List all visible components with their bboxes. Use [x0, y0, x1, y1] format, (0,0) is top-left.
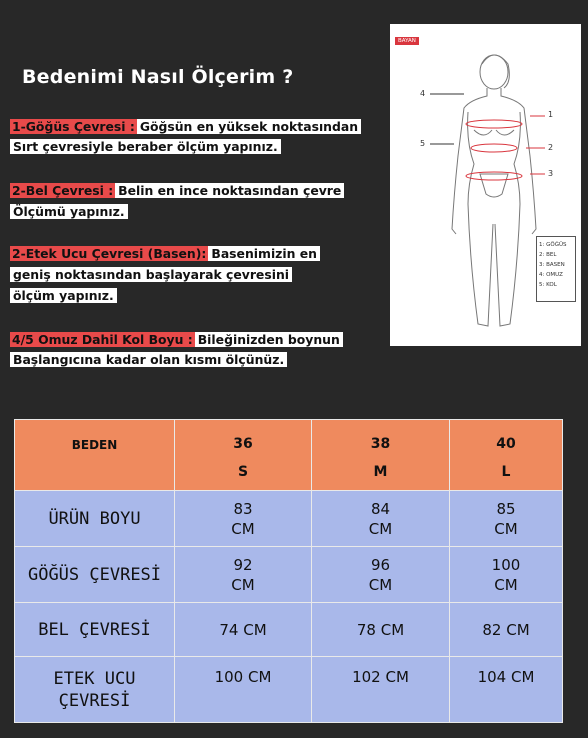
legend-item: 5: KOL [539, 282, 557, 288]
cell-value: 82 CM [482, 620, 530, 639]
cell-value: 102 CM [352, 668, 409, 686]
instruction-arm-line2 [10, 350, 287, 369]
cell-unit: CM [368, 575, 393, 594]
figure-number-1: 1 [548, 110, 554, 119]
cell-unit: CM [368, 519, 393, 538]
cell-value: 85 [496, 499, 516, 518]
cell-value: 96 [370, 555, 391, 574]
size-number: 38 [370, 436, 391, 452]
table-row [15, 491, 563, 547]
row-label-text: BEL ÇEVRESİ [38, 619, 151, 640]
row-label-text-2: ÇEVRESİ [58, 690, 131, 711]
instruction-waist-text: Belin en ince noktasından çevre [115, 183, 344, 198]
instruction-arm-text: Bileğinizden boynun [195, 332, 343, 347]
legend-item: 3: BASEN [539, 262, 565, 268]
size-letter: L [501, 464, 511, 480]
instruction-chest-text: Göğsün en yüksek noktasından [137, 119, 361, 134]
row-label-text: GÖĞÜS ÇEVRESİ [27, 564, 162, 585]
figure-number-3: 3 [548, 169, 554, 178]
cell-unit: CM [494, 575, 518, 594]
instruction-chest-line2 [10, 137, 281, 156]
cell-value: 104 CM [477, 668, 535, 686]
cell-value: 100 [491, 555, 521, 574]
row-label-text: ETEK UCU [53, 668, 136, 689]
table-cell [450, 547, 563, 603]
figure-number-5: 5 [420, 139, 426, 148]
table-row [15, 547, 563, 603]
header-size-36 [175, 420, 312, 491]
header-size-40 [450, 420, 563, 491]
instruction-waist-line1 [10, 181, 344, 200]
instruction-waist-line2 [10, 202, 128, 221]
table-cell [175, 491, 312, 547]
size-letter: S [237, 464, 249, 480]
instruction-hip-text-3: ölçüm yapınız. [10, 288, 117, 303]
row-label [15, 491, 175, 547]
instruction-hip-text-2: geniş noktasından başlayarak çevresini [10, 267, 292, 282]
header-size-label: BEDEN [15, 420, 175, 491]
cell-unit: CM [231, 575, 255, 594]
cell-value: 100 CM [214, 668, 272, 686]
instruction-chest-line1 [10, 117, 361, 136]
legend-item: 4: OMUZ [539, 272, 563, 278]
page-title: Bedenimi Nasıl Ölçerim ? [22, 66, 294, 88]
cell-value: 84 [370, 499, 391, 518]
instruction-arm-heading: 4/5 Omuz Dahil Kol Boyu : [12, 332, 193, 347]
size-number: 36 [233, 436, 253, 452]
legend-item: 2: BEL [539, 252, 557, 258]
instruction-chest-heading: 1-Göğüs Çevresi : [12, 119, 135, 134]
table-header-row [15, 420, 563, 491]
table-cell [175, 603, 312, 657]
instruction-arm-text-2: Başlangıcına kadar olan kısmı ölçünüz. [10, 352, 287, 367]
cell-value: 74 CM [219, 620, 267, 639]
instruction-hip-text: Basenimizin en [208, 246, 320, 261]
size-letter: M [373, 464, 388, 480]
figure-number-2: 2 [548, 143, 554, 152]
header-size-38 [312, 420, 450, 491]
table-cell [450, 657, 563, 723]
table-row [15, 657, 563, 723]
table-cell [175, 547, 312, 603]
instruction-waist-heading: 2-Bel Çevresi : [12, 183, 114, 198]
instruction-hip-line1 [10, 244, 320, 263]
measurement-figure [390, 24, 581, 346]
figure-tag: BAYAN [395, 37, 419, 45]
cell-value: 83 [233, 499, 253, 518]
instruction-waist-text-2: Ölçümü yapınız. [10, 204, 128, 219]
table-cell [312, 603, 450, 657]
cell-value: 92 [233, 555, 253, 574]
table-cell [450, 603, 563, 657]
figure-number-4: 4 [420, 89, 426, 98]
table-row [15, 603, 563, 657]
instruction-chest-text-2: Sırt çevresiyle beraber ölçüm yapınız. [10, 139, 281, 154]
instruction-arm-line1 [10, 330, 343, 349]
cell-unit: CM [494, 519, 518, 538]
legend-item: 1: GÖĞÜS [539, 242, 567, 248]
row-label-text: ÜRÜN BOYU [48, 508, 141, 529]
instruction-hip-line2 [10, 265, 292, 284]
row-label [15, 603, 175, 657]
row-label [15, 547, 175, 603]
cell-unit: CM [231, 519, 255, 538]
table-cell [312, 657, 450, 723]
instruction-hip-heading: 2-Etek Ucu Çevresi (Basen): [12, 246, 207, 261]
size-number: 40 [496, 436, 516, 452]
table-cell [312, 547, 450, 603]
cell-value: 78 CM [356, 620, 405, 639]
size-chart-table [14, 419, 563, 723]
row-label [15, 657, 175, 723]
table-cell [312, 491, 450, 547]
table-cell [175, 657, 312, 723]
table-cell [450, 491, 563, 547]
instruction-hip-line3 [10, 286, 117, 305]
figure-legend [536, 236, 576, 302]
